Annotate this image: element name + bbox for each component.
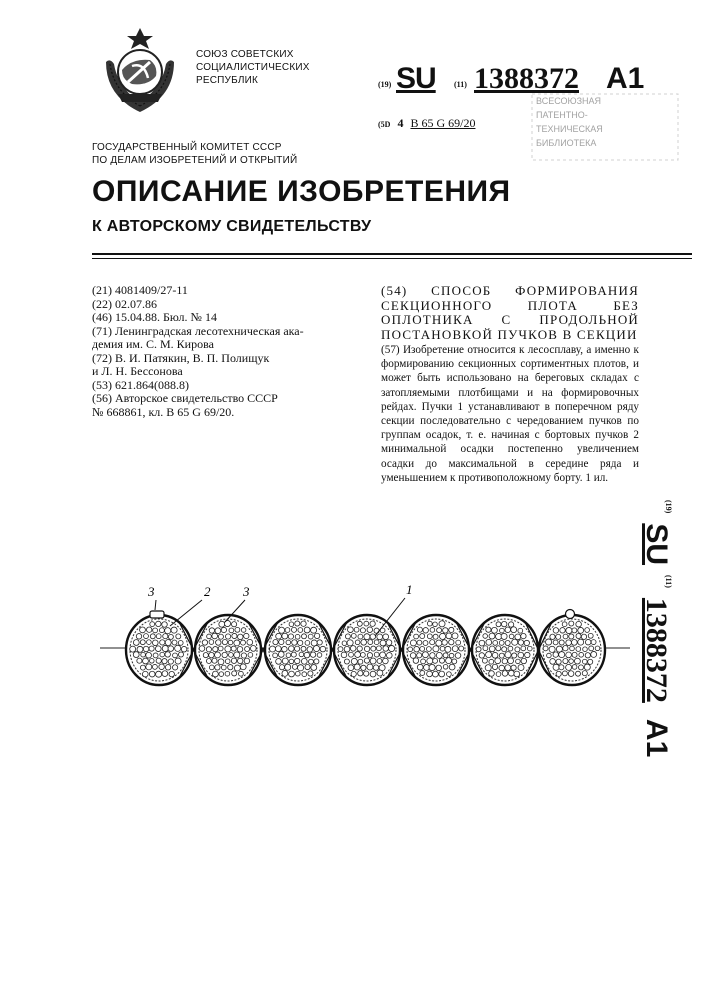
bundle-row <box>126 615 605 685</box>
log-bundle <box>126 615 192 685</box>
lock-icon <box>150 611 164 618</box>
committee-line: ГОСУДАРСТВЕННЫЙ КОМИТЕТ СССР <box>92 142 282 153</box>
biblio-row: (53) 621.864(088.8) <box>92 377 189 392</box>
state-emblem-icon <box>92 22 188 118</box>
stamp-line: ТЕХНИЧЕСКАЯ <box>536 124 603 134</box>
invention-summary <box>381 284 639 485</box>
stamp-line: ПАТЕНТНО- <box>536 110 588 120</box>
log-bundle <box>539 615 605 685</box>
inid-19-tag: (19) <box>378 80 392 89</box>
divider <box>92 253 692 255</box>
country-code: SU <box>396 62 436 95</box>
inid-11-tag: (11) <box>454 80 467 89</box>
biblio-row: (21) 4081409/27-11 <box>92 283 188 297</box>
biblio-row: (56) Авторское свидетельство СССР <box>92 391 278 405</box>
log-bundle <box>334 615 400 685</box>
divider <box>92 258 692 259</box>
ipc-edition: 4 <box>397 116 404 130</box>
committee-line: ПО ДЕЛАМ ИЗОБРЕТЕНИЙ И ОТКРЫТИЙ <box>92 155 298 166</box>
side-inid-19-tag: (19) <box>664 500 673 514</box>
biblio-row: (72) В. И. Патякин, В. П. Полищук <box>92 350 270 365</box>
library-stamp <box>530 92 680 162</box>
raft-section-figure <box>100 578 630 708</box>
log-bundle <box>472 615 538 685</box>
log-bundle <box>265 615 331 685</box>
ipc-code: В 65 G 69/20 <box>410 116 476 130</box>
biblio-row: (22) 02.07.86 <box>92 296 157 311</box>
document-title: ОПИСАНИЕ ИЗОБРЕТЕНИЯ <box>92 175 511 208</box>
figure-label: 3 <box>148 584 155 599</box>
patent-number: 1388372 <box>474 62 579 95</box>
kind-code: A1 <box>606 62 645 95</box>
lock-icon <box>566 610 575 619</box>
ipc-classification <box>378 116 475 131</box>
figure-label: 3 <box>243 584 250 599</box>
biblio-row: № 668861, кл. В 65 G 69/20. <box>92 404 235 419</box>
side-patent-number: 1388372 <box>640 597 673 703</box>
leader-line <box>170 600 202 626</box>
biblio-row: (71) Ленинградская лесотехническая ака- <box>92 323 304 338</box>
biblio-row: и Л. Н. Бессонова <box>92 364 183 378</box>
figure-label: 1 <box>406 582 413 597</box>
stamp-line: ВСЕСОЮЗНАЯ <box>536 96 602 106</box>
biblio-row: (46) 15.04.88. Бюл. № 14 <box>92 310 217 324</box>
raft-diagram <box>100 578 630 708</box>
bibliographic-data <box>92 284 352 419</box>
figure-label: 2 <box>204 584 211 599</box>
ussr-emblem <box>92 22 188 118</box>
side-publication-number <box>640 500 698 800</box>
inid-51-tag: (5D <box>378 120 391 129</box>
leader-line <box>155 600 156 610</box>
document-subtitle: К АВТОРСКОМУ СВИДЕТЕЛЬСТВУ <box>92 218 372 235</box>
log-bundle <box>195 615 261 685</box>
log-bundle <box>403 615 469 685</box>
invention-title: (54) СПОСОБ ФОРМИРОВАНИЯ СЕКЦИОННОГО ПЛОТА БЕЗ ОПЛОТНИКА С ПРОДОЛЬНОЙ ПОСТАНОВКОЙ ПУЧКОВ В СЕКЦИИ <box>381 283 639 342</box>
side-kind-code: A1 <box>640 718 673 758</box>
union-name-line: РЕСПУБЛИК <box>196 75 259 86</box>
abstract: (57) Изобретение относится к лесосплаву, а именно к формированию секционных сортиментных плотов, и может быть использовано на береговых складах с затопляемыми плотбищами и на формировочных рейдах. Пучки 1 устанавливают в поперечном ряду секции последовательно с чередованием пучков по группам осадок, т. е. начиная с бортовых пучков 2 минимальной осадки постепенно увеличением осадки до максимальной в середине ряда и уменьшением к противоположному борту. 1 ил. <box>381 344 639 484</box>
side-country-code: SU <box>640 523 673 566</box>
stamp-line: БИБЛИОТЕКА <box>536 138 597 148</box>
biblio-row: демия им. С. М. Кирова <box>92 337 214 351</box>
union-name <box>196 48 336 87</box>
union-name-line: СОЦИАЛИСТИЧЕСКИХ <box>196 62 310 73</box>
side-inid-11-tag: (11) <box>664 575 673 588</box>
union-name-line: СОЮЗ СОВЕТСКИХ <box>196 49 294 60</box>
committee-name <box>92 141 372 167</box>
